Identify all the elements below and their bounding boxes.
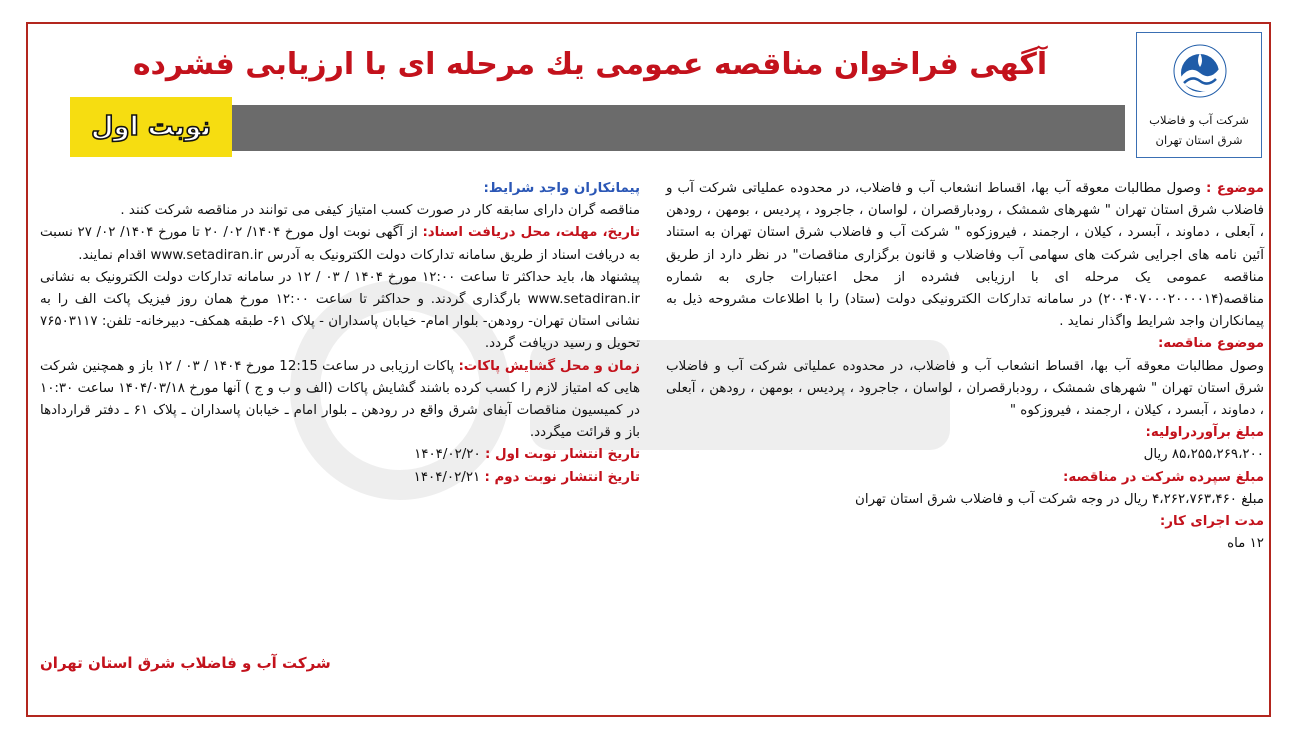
documents-text: از آگهی نوبت اول مورخ ۱۴۰۴/ ۰۲/ ۲۰ تا مورخ ۱۴۰۴/ ۰۲/ ۲۷ نسبت به دریافت اسناد از طریق سامانه تدارکات دولت الکترونیک به آدرس www.setadiran.ir اقدام نمایند. xyxy=(40,225,640,263)
deposit-text: مبلغ ۴،۲۶۲،۷۶۳،۴۶۰ ریال در وجه شرکت آب و فاضلاب شرق استان تهران xyxy=(855,491,1264,507)
tender-subject-heading: موضوع مناقصه: xyxy=(1157,336,1264,352)
opening-heading: زمان و محل گشایش پاکات: xyxy=(458,358,640,374)
subject-heading: موضوع : xyxy=(1206,181,1264,196)
contractors-heading: پیمانکاران واجد شرایط: xyxy=(483,181,640,196)
subject-paragraph xyxy=(666,178,1264,333)
publication-1-heading: تاریخ انتشار نوبت اول : xyxy=(484,447,640,463)
ad-title: آگهی فراخوان مناقصه عمومی یك مرحله ای با ارزیابی فشرده xyxy=(132,47,1048,82)
publication-2-heading: تاریخ انتشار نوبت دوم : xyxy=(484,469,640,485)
contractors-text: مناقصه گران دارای سابقه کار در صورت کسب امتیاز کیفی می توانند در مناقصه شرکت کنند . xyxy=(120,203,640,219)
publication-1-line xyxy=(40,444,640,466)
documents-paragraph xyxy=(40,222,640,266)
estimate-heading: مبلغ برآوردراولیه: xyxy=(1145,425,1264,441)
logo-company-line2: شرق استان تهران xyxy=(1155,133,1243,147)
documents-heading: تاریخ، مهلت، محل دریافت اسناد: xyxy=(422,225,640,241)
right-column xyxy=(666,178,1264,555)
company-signature: شرکت آب و فاضلاب شرق استان تهران xyxy=(40,654,331,672)
left-column xyxy=(40,178,640,489)
tender-subject-text: وصول مطالبات معوقه آب بها، اقساط انشعاب آب و فاضلاب، در محدوده عملیاتی شرکت آب و فاضلاب شرق استان تهران " شهرهای شمشک ، رودبارقصران ، لواسان ، جاجرود ، پردیس ، بومهن ، رودهن ، آبعلی ، دماوند ، آبسرد ، کیلان ، ارجمند ، فیروزکوه " xyxy=(666,358,1264,419)
duration-text: ۱۲ ماه xyxy=(1227,536,1264,552)
opening-text: پاکات ارزیابی در ساعت 12:15 مورخ ۱۴۰۴ / ۰۳ / ۱۲ باز و همچنین شرکت هایی که امتیاز لازم را کسب کرده باشند گشایش پاکات (الف و ب و ج ) آنها مورخ ۱۴۰۴/۰۳/۱۸ ساعت ۱۰:۳۰ در کمیسیون مناقصات آبفای شرق واقع در رودهن ـ بلوار امام ـ خیابان پاسداران ـ پلاک ۶۱ ـ دفتر قراردادها باز و قرائت میگردد. xyxy=(40,358,641,441)
company-logo-box xyxy=(1136,32,1262,158)
publication-2-line xyxy=(40,467,640,489)
publication-round-label: نوبت اول xyxy=(90,112,212,142)
duration-heading: مدت اجرای کار: xyxy=(1159,514,1264,530)
publication-1-date: ۱۴۰۴/۰۲/۲۰ xyxy=(414,447,481,463)
water-company-logo-icon xyxy=(1172,43,1228,99)
publication-round-badge xyxy=(70,97,232,157)
logo-company-line1: شرکت آب و فاضلاب xyxy=(1149,113,1249,127)
subject-text: وصول مطالبات معوقه آب بها، اقساط انشعاب آب و فاضلاب، در محدوده عملیاتی شرکت آب و فاضلاب شرق استان تهران " شهرهای شمشک ، رودبارقصران ، لواسان ، جاجرود ، پردیس ، بومهن ، رودهن ، آبعلی ، دماوند ، آبسرد ، کیلان ، ارجمند ، فیروزکوه " شرکت آب و فاضلاب شرق استان تهران به استناد آئین نامه های اجرایی شرکت های سهامی آب وفاضلاب و قانون برگزاری مناقصات" در نظر دارد از طریق مناقصه عمومی یک مرحله ای با ارزیابی فشرده از محل اعتبارات جاری به شماره مناقصه(۲۰۰۴۰۷۰۰۰۲۰۰۰۰۱۴) در سامانه تدارکات الکترونیکی دولت (ستاد) را با اطلاعات مشروحه ذیل به پیمانکاران واجد شرایط واگذار نماید . xyxy=(666,181,1264,330)
estimate-text: ۸۵،۲۵۵،۲۶۹،۲۰۰ ریال xyxy=(1143,447,1264,463)
proposals-text: پیشنهاد ها، باید حداکثر تا ساعت ۱۲:۰۰ مورخ ۱۴۰۴ / ۰۳ / ۱۲ در سامانه تدارکات دولت الکترونیک به نشانی www.setadiran.ir بارگذاری گردند. و حداکثر تا ساعت ۱۲:۰۰ مورخ همان روز فیزیک پاکت الف را به نشانی استان تهران- رودهن- بلوار امام- خیابان پاسداران - پلاک ۶۱- طبقه همکف- دبیرخانه- تلفن: ۷۶۵۰۳۱۱۷ تحویل و رسید دریافت گردد. xyxy=(40,269,641,352)
opening-paragraph xyxy=(40,356,640,445)
publication-2-date: ۱۴۰۴/۰۲/۲۱ xyxy=(413,469,481,485)
deposit-heading: مبلغ سپرده شرکت در مناقصه: xyxy=(1062,469,1264,485)
